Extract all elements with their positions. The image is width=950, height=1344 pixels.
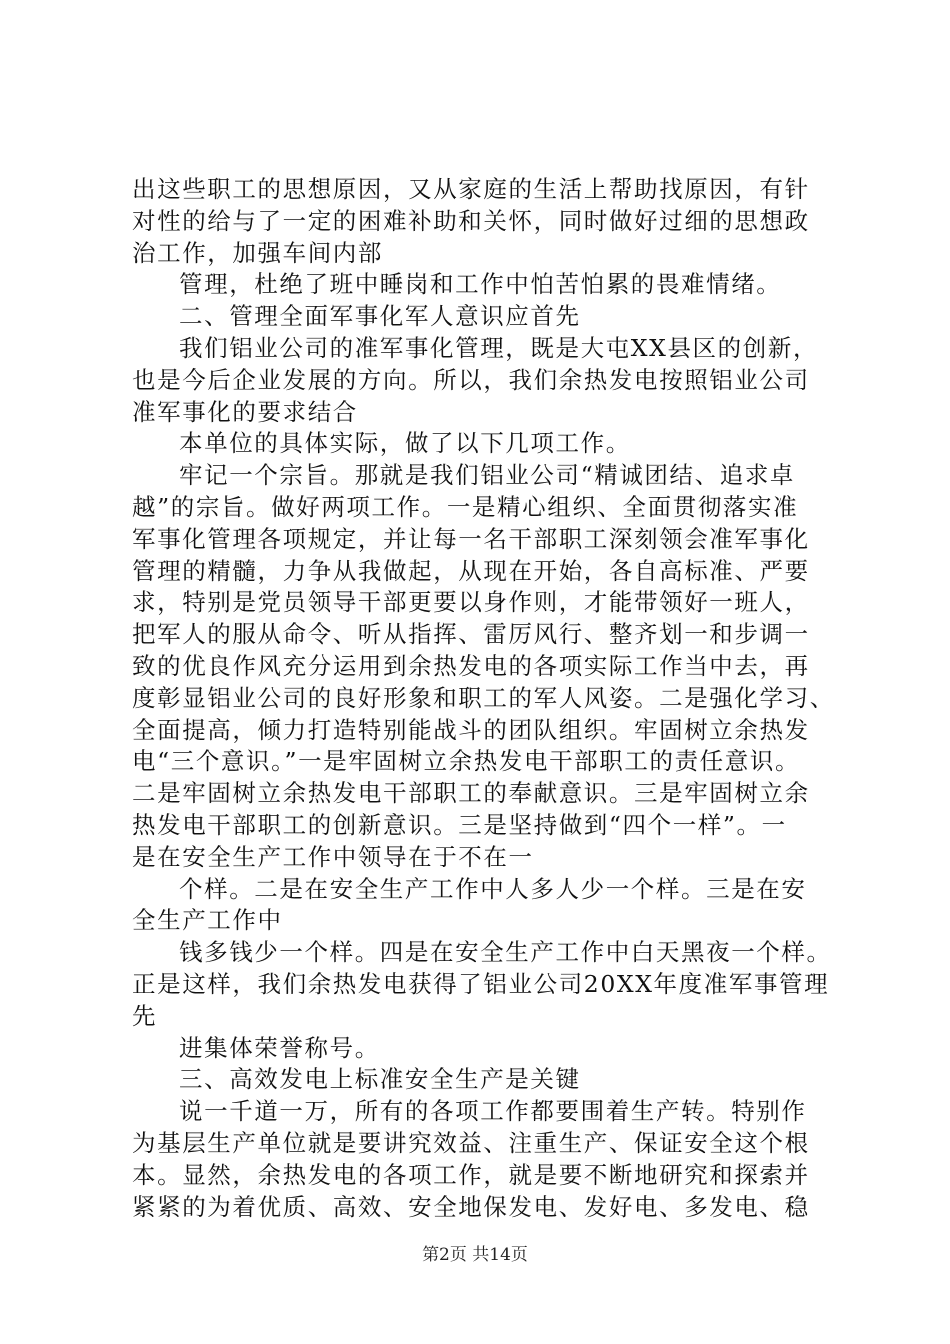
text-line: 牢记一个宗旨。那就是我们铝业公司“精诚团结、追求卓 bbox=[179, 461, 796, 490]
text-line: 度彰显铝业公司的良好形象和职工的军人风姿。二是强化学习、 bbox=[132, 683, 835, 712]
text-line: 管理，杜绝了班中睡岗和工作中怕苦怕累的畏难情绪。 bbox=[179, 270, 782, 299]
text-line: 正是这样，我们余热发电获得了铝业公司20XX年度准军事管理 bbox=[132, 969, 830, 998]
text-line: 出这些职工的思想原因，又从家庭的生活上帮助找原因，有针 bbox=[132, 175, 810, 203]
text-line: 个样。二是在安全生产工作中人多人少一个样。三是在安 bbox=[179, 874, 807, 903]
text-line: 军事化管理各项规定，并让每一名干部职工深刻领会准军事化 bbox=[132, 524, 810, 553]
text-line: 本。显然，余热发电的各项工作，就是要不断地研究和探索并 bbox=[132, 1160, 810, 1189]
text-line: 管理的精髓，力争从我做起，从现在开始，各自高标准、严要 bbox=[132, 556, 810, 585]
text-line: 先 bbox=[132, 1001, 158, 1030]
text-line: 为基层生产单位就是要讲究效益、注重生产、保证安全这个根 bbox=[132, 1128, 810, 1157]
text-line: 治工作，加强车间内部 bbox=[132, 238, 383, 267]
text-line: 是在安全生产工作中领导在于不在一 bbox=[132, 842, 534, 871]
text-line: 对性的给与了一定的困难补助和关怀，同时做好过细的思想政 bbox=[132, 206, 810, 235]
document-body bbox=[132, 174, 835, 1223]
text-line: 热发电干部职工的创新意识。三是坚持做到“四个一样”。一 bbox=[132, 810, 787, 839]
text-line: 准军事化的要求结合 bbox=[132, 397, 358, 426]
text-line: 紧紧的为着优质、高效、安全地保发电、发好电、多发电、稳 bbox=[132, 1192, 810, 1221]
text-line: 本单位的具体实际，做了以下几项工作。 bbox=[179, 429, 631, 458]
text-line: 致的优良作风充分运用到余热发电的各项实际工作当中去，再 bbox=[132, 651, 810, 680]
text-line: 我们铝业公司的准军事化管理，既是大屯XX县区的创新， bbox=[179, 333, 819, 362]
text-line: 二、管理全面军事化军人意识应首先 bbox=[179, 302, 581, 331]
text-line: 二是牢固树立余热发电干部职工的奉献意识。三是牢固树立余 bbox=[132, 779, 810, 808]
text-line: 越”的宗旨。做好两项工作。一是精心组织、全面贯彻落实准 bbox=[132, 492, 799, 521]
text-line: 进集体荣誉称号。 bbox=[179, 1033, 380, 1062]
text-line: 全生产工作中 bbox=[132, 906, 283, 935]
text-line: 求，特别是党员领导干部更要以身作则，才能带领好一班人， bbox=[132, 588, 810, 617]
text-line: 把军人的服从命令、听从指挥、雷厉风行、整齐划一和步调一 bbox=[132, 620, 810, 649]
text-line: 三、高效发电上标准安全生产是关键 bbox=[179, 1065, 581, 1094]
page-footer: 第2页 共14页 bbox=[422, 1245, 528, 1265]
text-line: 也是今后企业发展的方向。所以，我们余热发电按照铝业公司 bbox=[132, 365, 810, 394]
text-line: 说一千道一万，所有的各项工作都要围着生产转。特别作 bbox=[179, 1097, 807, 1126]
text-line: 全面提高，倾力打造特别能战斗的团队组织。牢固树立余热发 bbox=[132, 715, 810, 744]
text-line: 钱多钱少一个样。四是在安全生产工作中白天黑夜一个样。 bbox=[179, 938, 832, 967]
text-line: 电“三个意识。”一是牢固树立余热发电干部职工的责任意识。 bbox=[132, 747, 801, 776]
